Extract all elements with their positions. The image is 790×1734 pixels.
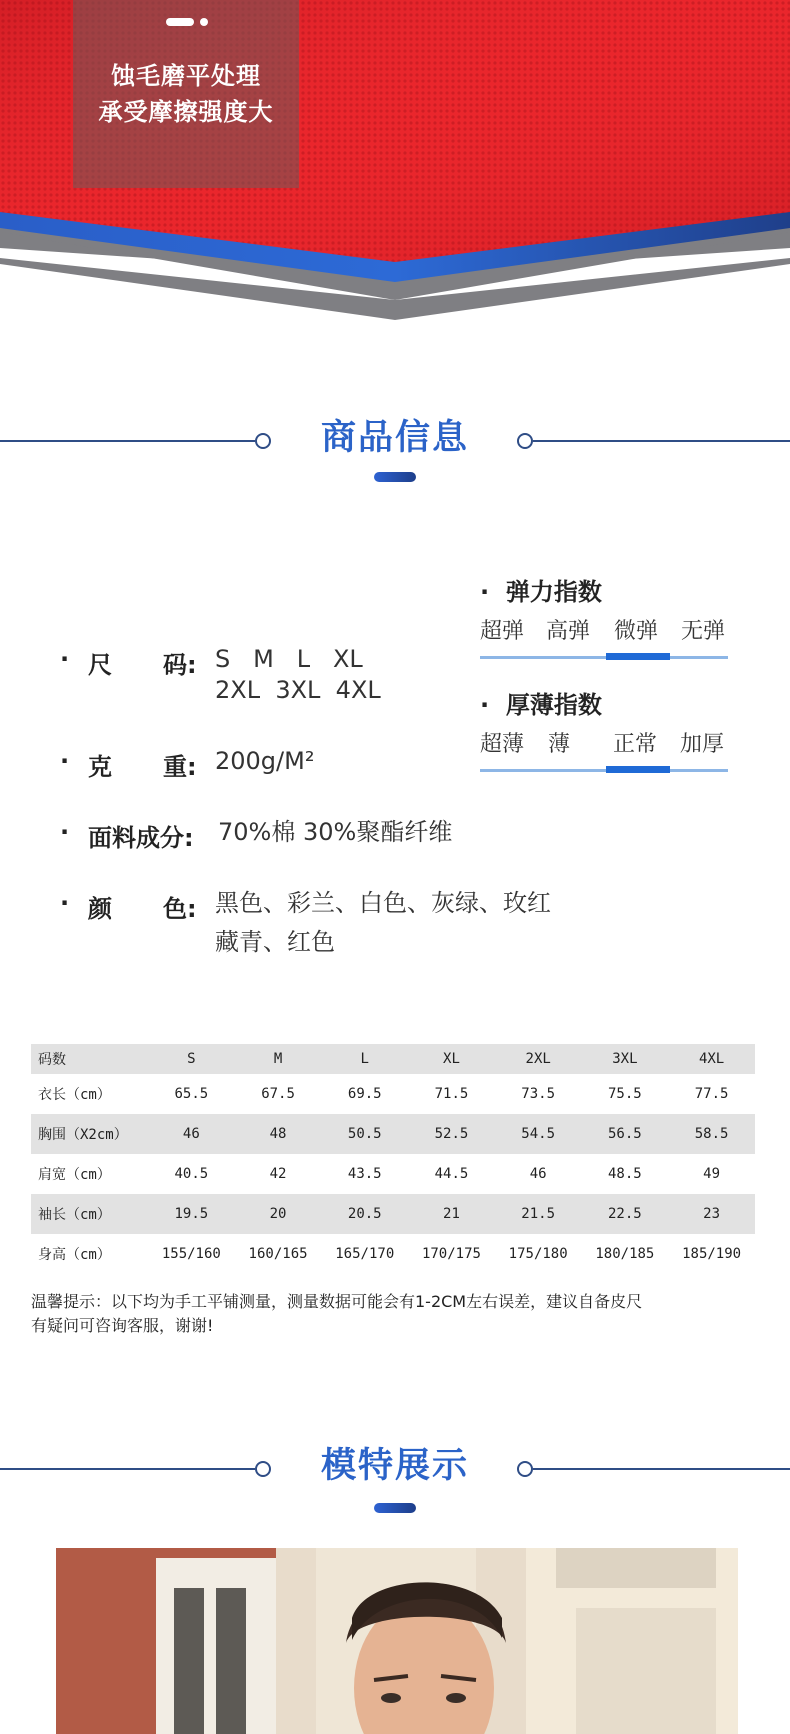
table-row (31, 1074, 755, 1114)
table-cell: 75.5 (608, 1086, 642, 1102)
table-cell: 58.5 (668, 1114, 755, 1154)
spec-color-key-colon: 色: (163, 895, 197, 923)
elasticity-option: 高弹 (546, 619, 591, 644)
elasticity-option: 无弹 (681, 619, 726, 644)
elasticity-selected-marker (606, 653, 670, 660)
table-header-cell: XL (408, 1044, 495, 1074)
header-right-line (533, 440, 790, 442)
table-cell: 54.5 (495, 1114, 582, 1154)
table-row (31, 1114, 755, 1154)
bullet: · (60, 889, 70, 917)
table-header-cell: S (148, 1044, 235, 1074)
size-table (31, 1044, 755, 1274)
elasticity-title: · 弹力指数 (480, 578, 602, 606)
thickness-selected-marker (606, 766, 670, 773)
table-cell: 43.5 (347, 1166, 382, 1182)
spec-weight-key: 克 (88, 753, 112, 781)
table-cell: 65.5 (174, 1086, 209, 1102)
table-cell: 48 (235, 1114, 322, 1154)
model-display-title: 模特展示 (320, 1446, 469, 1486)
note-line1: 温馨提示：以下均为手工平铺测量，测量数据可能会有1-2CM左右误差，建议自备皮尺 (31, 1292, 643, 1311)
spec-fabric-value: 70%棉 30%聚酯纤维 (218, 818, 453, 846)
table-cell: 160/165 (248, 1246, 308, 1262)
table-header-row (31, 1044, 755, 1074)
table-cell: 71.5 (434, 1086, 469, 1102)
table-cell: 180/185 (595, 1246, 655, 1262)
table-cell: 21.5 (495, 1194, 582, 1234)
table-cell: 165/170 (335, 1246, 395, 1262)
spec-weight-value: 200g/M² (215, 747, 315, 775)
elasticity-option: 超弹 (480, 619, 525, 644)
table-cell: 20.5 (321, 1194, 408, 1234)
spec-size-line2: 2XL 3XL 4XL (215, 676, 381, 704)
thickness-title-text: 厚薄指数 (505, 691, 602, 719)
table-cell: 155/160 (161, 1246, 221, 1262)
table-cell: 23 (668, 1194, 755, 1234)
table-cell: 44.5 (434, 1166, 469, 1182)
table-row (31, 1194, 755, 1234)
bullet: · (60, 747, 70, 775)
table-cell: 46 (148, 1114, 235, 1154)
table-row (31, 1154, 755, 1194)
hero-banner (0, 0, 790, 330)
elasticity-option-selected: 微弹 (614, 619, 659, 644)
table-cell: 50.5 (321, 1114, 408, 1154)
spec-size-key-colon: 码: (163, 651, 197, 679)
table-cell: 69.5 (347, 1086, 382, 1102)
header-right-circle (517, 1461, 533, 1477)
table-header-cell: L (321, 1044, 408, 1074)
thickness-title: · 厚薄指数 (480, 691, 602, 719)
table-cell: 170/175 (421, 1246, 481, 1262)
table-cell: 40.5 (174, 1166, 209, 1182)
thickness-option: 超薄 (480, 732, 525, 757)
thickness-option-selected: 正常 (613, 732, 658, 757)
spec-color-key: 颜 (88, 895, 112, 923)
spec-size-line1: S M L XL (215, 645, 363, 673)
table-cell: 52.5 (408, 1114, 495, 1154)
spec-weight-key-colon: 重: (163, 753, 197, 781)
header-right-circle (517, 433, 533, 449)
table-row-label: 衣长（cm） (38, 1087, 111, 1103)
spec-size-key: 尺 (88, 651, 112, 679)
table-row-label: 肩宽（cm） (38, 1167, 111, 1183)
hero-caption-card (73, 0, 299, 188)
elasticity-title-text: 弹力指数 (505, 578, 602, 606)
table-row-label: 身高（cm） (38, 1247, 111, 1263)
bullet: · (60, 645, 70, 673)
hero-caption-line1: 蚀毛磨平处理 (111, 62, 261, 90)
hero-caption-line2: 承受摩擦强度大 (98, 98, 274, 126)
table-row (31, 1234, 755, 1274)
table-cell: 175/180 (508, 1246, 568, 1262)
product-info-title: 商品信息 (320, 418, 469, 458)
product-info-header (0, 402, 790, 482)
spec-color-line2: 藏青、红色 (215, 928, 335, 956)
bullet: · (60, 818, 70, 846)
table-cell: 185/190 (682, 1246, 742, 1262)
table-header-cell: 4XL (668, 1044, 755, 1074)
table-row-label: 胸围（X2cm） (31, 1114, 148, 1154)
table-header-cell: 3XL (582, 1044, 669, 1074)
table-cell: 22.5 (582, 1194, 669, 1234)
note-line2: 有疑问可咨询客服，谢谢! (31, 1316, 214, 1335)
table-row-label: 袖长（cm） (31, 1194, 148, 1234)
table-header-cell: M (235, 1044, 322, 1074)
indicator-dot (200, 18, 208, 26)
model-display-header (0, 1430, 790, 1510)
measurement-note (31, 1290, 771, 1338)
indicator-bar (166, 18, 194, 26)
table-cell: 46 (529, 1166, 547, 1182)
thickness-track (480, 769, 728, 772)
model-photo (56, 1548, 738, 1734)
table-header-cell: 码数 (31, 1044, 148, 1074)
table-cell: 77.5 (694, 1086, 729, 1102)
header-right-line (533, 1468, 790, 1470)
table-cell: 20 (235, 1194, 322, 1234)
table-cell: 19.5 (148, 1194, 235, 1234)
table-cell: 21 (408, 1194, 495, 1234)
spec-fabric-key: 面料成分: (88, 824, 194, 852)
table-cell: 56.5 (582, 1114, 669, 1154)
spec-color-line1: 黑色、彩兰、白色、灰绿、玫红 (215, 889, 551, 917)
header-accent-pill (374, 472, 416, 482)
thickness-option: 薄 (548, 732, 571, 757)
table-cell: 49 (703, 1166, 721, 1182)
elasticity-track (480, 656, 728, 659)
thickness-option: 加厚 (680, 732, 725, 757)
table-cell: 67.5 (261, 1086, 295, 1102)
table-cell: 73.5 (521, 1086, 556, 1102)
model-photo-image (56, 1548, 738, 1734)
header-accent-pill (374, 1503, 416, 1513)
table-header-cell: 2XL (495, 1044, 582, 1074)
table-cell: 48.5 (608, 1166, 642, 1182)
table-cell: 42 (269, 1166, 287, 1182)
